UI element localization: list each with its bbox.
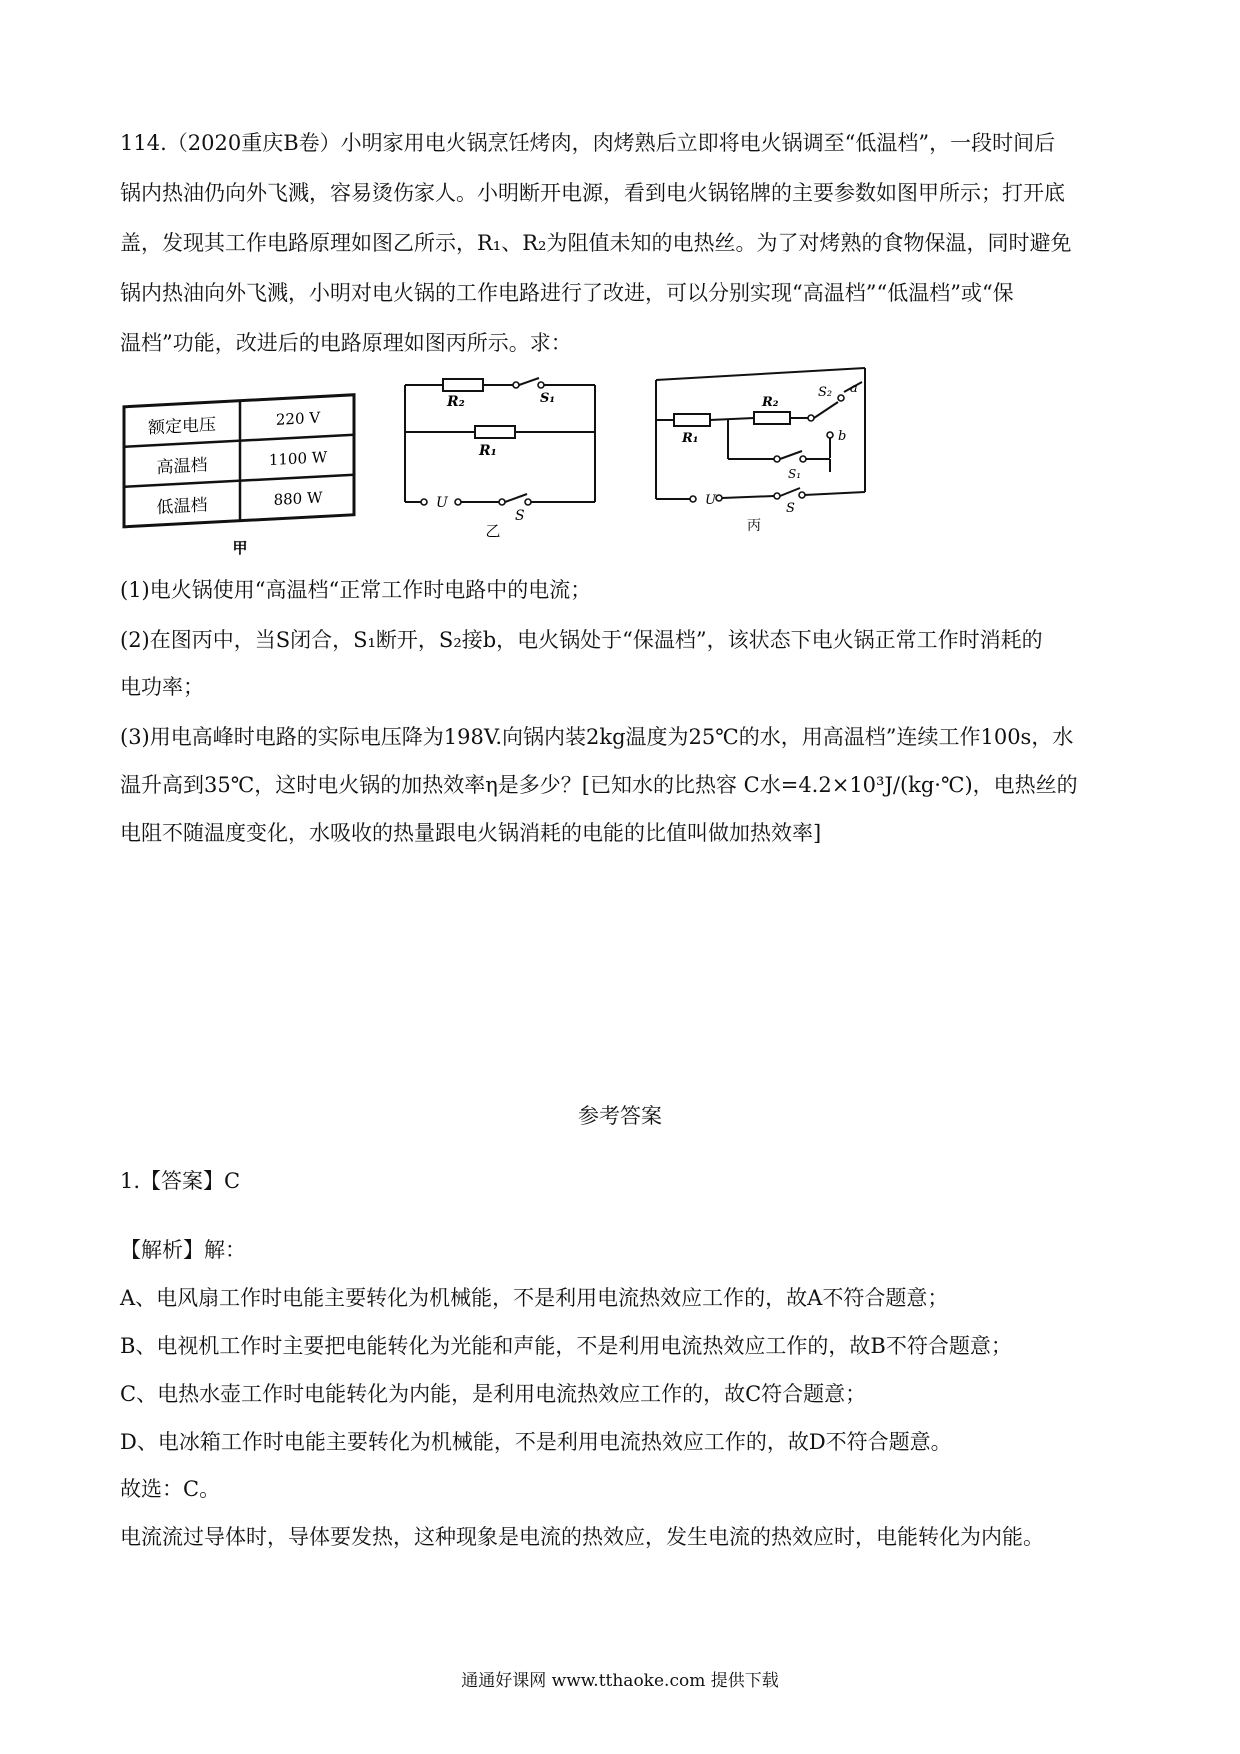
- bing-label-r1: R₁: [682, 431, 699, 446]
- bing-label-s2: S₂: [818, 385, 833, 400]
- question-line-1: 114.（2020重庆B卷）小明家用电火锅烹饪烤肉，肉烤熟后立即将电火锅调至“低温档”，一段时间后: [120, 131, 1056, 155]
- nameplate-label-rated-voltage: 额定电压: [148, 414, 216, 439]
- figure-bing-circuit: [650, 362, 880, 541]
- page-footer: 通通好课网 www.tthaoke.com 提供下载: [461, 1671, 779, 1691]
- sub-question-3-line-2: 温升高到35℃，这时电火锅的加热效率η是多少？[已知水的比热容 C水=4.2×10³J/(kg·℃)，电热丝的: [120, 773, 1078, 797]
- answer-option-c: C、电热水壶工作时电能转化为内能，是利用电流热效应工作的，故C符合题意；: [120, 1382, 867, 1406]
- nameplate-value-rated-voltage: 220 V: [275, 408, 321, 429]
- nameplate-label-low: 低温档: [156, 495, 208, 519]
- answer-option-d: D、电冰箱工作时电能主要转化为机械能，不是利用电流热效应工作的，故D不符合题意。: [120, 1430, 952, 1454]
- question-line-4: 锅内热油向外飞溅，小明对电火锅的工作电路进行了改进，可以分别实现“高温档”“低温档”或“保: [120, 281, 1014, 305]
- bing-label-r2: R₂: [762, 395, 779, 410]
- figure-bing-caption: 丙: [747, 518, 761, 534]
- figure-yi-caption: 乙: [485, 522, 501, 540]
- bing-resistor-r1-symbol: [674, 414, 710, 426]
- nameplate-value-high: 1100 W: [268, 448, 328, 470]
- bing-resistor-r2-symbol: [754, 412, 790, 424]
- bing-label-u: U: [705, 493, 716, 508]
- resistor-r2-symbol: [443, 379, 483, 391]
- sub-question-3-line-3: 电阻不随温度变化，水吸收的热量跟电火锅消耗的电能的比值叫做加热效率]: [120, 821, 822, 845]
- answer-choice: 故选：C。: [120, 1477, 221, 1501]
- nameplate-value-low: 880 W: [273, 488, 323, 509]
- bing-label-s: S: [786, 501, 795, 516]
- yi-label-s1: S₁: [540, 391, 556, 406]
- resistor-r1-symbol: [475, 426, 515, 438]
- bing-label-b: b: [838, 429, 847, 444]
- nameplate-label-high: 高温档: [156, 455, 208, 479]
- question-line-3: 盖，发现其工作电路原理如图乙所示，R₁、R₂为阻值未知的电热丝。为了对烤熟的食物保温，同时避免: [120, 231, 1072, 255]
- answers-heading: 参考答案: [578, 1104, 662, 1128]
- sub-question-2-line-2: 电功率；: [120, 675, 204, 699]
- question-line-5: 温档”功能，改进后的电路原理如图丙所示。求：: [120, 331, 572, 355]
- yi-label-r2: R₂: [447, 394, 465, 410]
- answer-option-a: A、电风扇工作时电能主要转化为机械能，不是利用电流热效应工作的，故A不符合题意；: [120, 1286, 949, 1310]
- figure-jia-nameplate: [120, 385, 360, 569]
- sub-question-3-line-1: (3)用电高峰时电路的实际电压降为198V.向锅内装2kg温度为25℃的水，用高温档”连续工作100s，水: [120, 725, 1074, 749]
- answer-option-b: B、电视机工作时主要把电能转化为光能和声能，不是利用电流热效应工作的，故B不符合题意；: [120, 1334, 1012, 1358]
- figure-yi-circuit: [395, 370, 605, 544]
- figure-jia-caption: 甲: [232, 539, 248, 557]
- question-line-2: 锅内热油仍向外飞溅，容易烫伤家人。小明断开电源，看到电火锅铭牌的主要参数如图甲所示；打开底: [120, 181, 1065, 205]
- yi-label-r1: R₁: [479, 443, 497, 459]
- bing-label-a: a: [850, 381, 858, 396]
- answer-summary: 电流流过导体时，导体要发热，这种现象是电流的热效应，发生电流的热效应时，电能转化为内能。: [120, 1525, 1044, 1549]
- bing-label-s1: S₁: [788, 467, 802, 481]
- sub-question-2-line-1: (2)在图丙中，当S闭合，S₁断开，S₂接b，电火锅处于“保温档”，该状态下电火锅正常工作时消耗的: [120, 628, 1043, 652]
- yi-label-s: S: [515, 508, 525, 524]
- answer-item-1: 1.【答案】C: [120, 1169, 241, 1193]
- answer-analysis-label: 【解析】解：: [120, 1238, 246, 1262]
- yi-label-u: U: [436, 495, 448, 511]
- sub-question-1: (1)电火锅使用“高温档“正常工作时电路中的电流；: [120, 578, 592, 602]
